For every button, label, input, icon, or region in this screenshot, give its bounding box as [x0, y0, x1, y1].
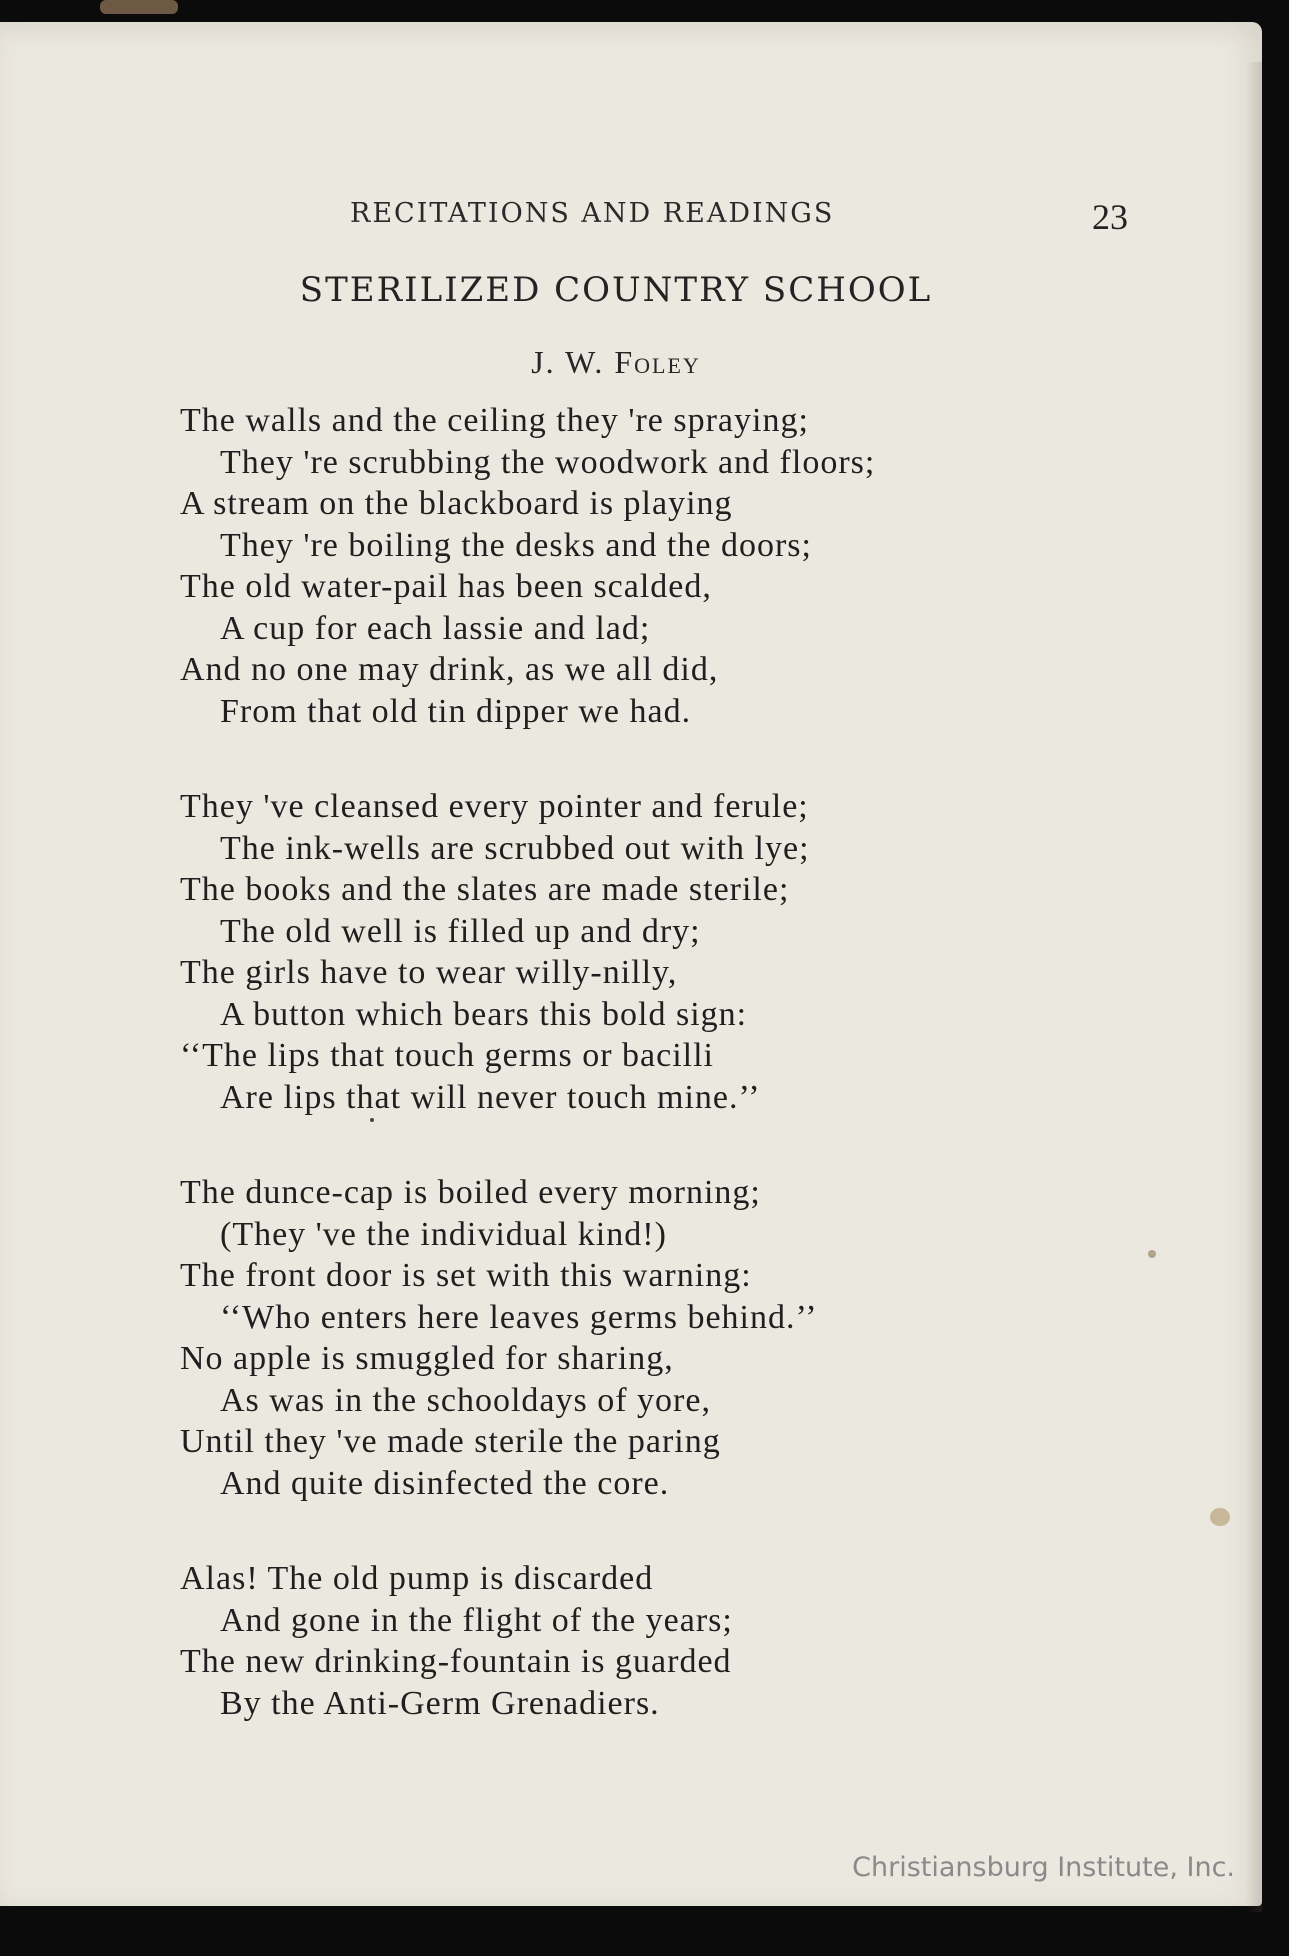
paper-stain [1148, 1250, 1156, 1258]
page-number: 23 [1092, 197, 1128, 237]
poem-line: They 've cleansed every pointer and ferule; [180, 788, 809, 825]
poem-line: And gone in the flight of the years; [220, 1601, 733, 1639]
poem-line: Alas! The old pump is discarded [180, 1560, 654, 1597]
poem-line: The front door is set with this warning: [180, 1257, 752, 1294]
poem-line: (They 've the individual kind!) [220, 1215, 667, 1253]
poem-line: Are lips that will never touch mine.’’ [220, 1078, 761, 1116]
poem-line: No apple is smuggled for sharing, [180, 1340, 674, 1377]
poem-line: And quite disinfected the core. [220, 1464, 670, 1502]
poem-line: The old well is filled up and dry; [220, 912, 701, 950]
stanza-1 [180, 400, 875, 732]
poem-line: A stream on the blackboard is playing [180, 485, 733, 522]
poem-line: The dunce-cap is boiled every morning; [180, 1174, 761, 1211]
poem-line: From that old tin dipper we had. [220, 692, 692, 730]
poem-line: And no one may drink, as we all did, [180, 651, 719, 688]
poem-line: Until they 've made sterile the paring [180, 1423, 721, 1460]
poem-line: The old water-pail has been scalded, [180, 568, 712, 605]
poem-line: ‘‘The lips that touch germs or bacilli [180, 1037, 715, 1074]
page-edge-shadow [1246, 62, 1262, 1912]
poem-title: STERILIZED COUNTRY SCHOOL [299, 270, 933, 310]
poem-line: A button which bears this bold sign: [220, 995, 748, 1033]
poem-line: The walls and the ceiling they 're spraying; [180, 402, 809, 439]
book-page [0, 22, 1262, 1906]
poem-line: The new drinking-fountain is guarded [180, 1643, 732, 1680]
paper-stain [1210, 1508, 1230, 1526]
poem-line: They 're boiling the desks and the doors; [220, 526, 812, 564]
poem-line: They 're scrubbing the woodwork and floors; [220, 443, 876, 481]
stanza-4 [180, 1558, 875, 1724]
poem-line: A cup for each lassie and lad; [220, 609, 651, 647]
running-head: RECITATIONS AND READINGS [350, 198, 835, 229]
poem-line: As was in the schooldays of yore, [220, 1381, 711, 1419]
poem-line: The ink-wells are scrubbed out with lye; [220, 829, 810, 867]
stanza-3 [180, 1172, 875, 1504]
poem-author: J. W. Foley [531, 344, 701, 380]
poem-line: By the Anti-Germ Grenadiers. [220, 1684, 660, 1722]
binding-thread [100, 0, 178, 14]
archive-watermark: Christiansburg Institute, Inc. [852, 1852, 1235, 1883]
poem-line: The books and the slates are made sterile; [180, 871, 790, 908]
poem-body [180, 400, 875, 1778]
ink-speck [370, 1118, 374, 1122]
stanza-2 [180, 786, 875, 1118]
poem-line: ‘‘Who enters here leaves germs behind.’’ [220, 1298, 818, 1336]
poem-line: The girls have to wear willy-nilly, [180, 954, 678, 991]
